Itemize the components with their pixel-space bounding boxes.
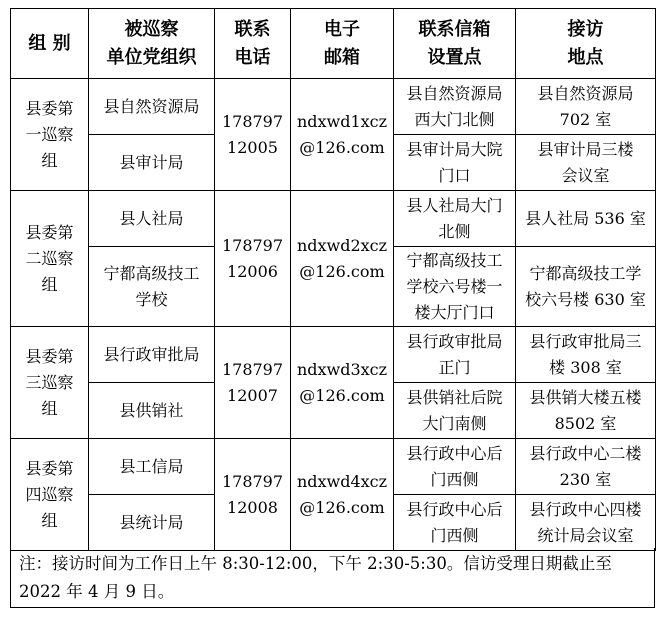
mailbox-cell: 县行政审批局 正门 (394, 327, 516, 383)
visit-cell: 县行政审批局三 楼 308 室 (516, 327, 656, 383)
visit-cell: 县自然资源局 702 室 (516, 79, 656, 135)
unit-cell: 县审计局 (89, 135, 215, 191)
mailbox-cell: 县行政中心后 门西侧 (394, 439, 516, 495)
visit-cell: 县审计局三楼 会议室 (516, 135, 656, 191)
unit-cell: 县统计局 (89, 495, 215, 551)
header-mailbox: 联系信箱 设置点 (394, 9, 516, 79)
unit-cell: 县工信局 (89, 439, 215, 495)
email-cell: ndxwd1xcz @126.com (291, 79, 394, 191)
group-name-3: 县委第 三巡察 组 (11, 327, 89, 439)
mailbox-cell: 县行政中心后 门西侧 (394, 495, 516, 551)
table-row (11, 79, 656, 135)
email-cell: ndxwd4xcz @126.com (291, 439, 394, 551)
visit-cell: 宁都高级技工学 校六号楼 630 室 (516, 247, 656, 327)
group-name-1: 县委第 一巡察 组 (11, 79, 89, 191)
email-cell: ndxwd2xcz @126.com (291, 191, 394, 327)
visit-cell: 县人社局 536 室 (516, 191, 656, 247)
phone-cell: 178797 12006 (215, 191, 291, 327)
phone-cell: 178797 12005 (215, 79, 291, 191)
header-visit: 接访 地点 (516, 9, 656, 79)
mailbox-cell: 县供销社后院 大门南侧 (394, 383, 516, 439)
mailbox-cell: 宁都高级技工 学校六号楼一 楼大厅门口 (394, 247, 516, 327)
unit-cell: 县供销社 (89, 383, 215, 439)
unit-cell: 宁都高级技工 学校 (89, 247, 215, 327)
email-cell: ndxwd3xcz @126.com (291, 327, 394, 439)
header-phone: 联系 电话 (215, 9, 291, 79)
mailbox-cell: 县人社局大门 北侧 (394, 191, 516, 247)
phone-cell: 178797 12007 (215, 327, 291, 439)
mailbox-cell: 县自然资源局 西大门北侧 (394, 79, 516, 135)
table-row (11, 327, 656, 383)
header-row (11, 9, 656, 79)
unit-cell: 县自然资源局 (89, 79, 215, 135)
table-row (11, 191, 656, 247)
unit-cell: 县人社局 (89, 191, 215, 247)
footnote: 注：接访时间为工作日上午 8:30-12:00，下午 2:30-5:30。信访受理日期截止至 2022 年 4 月 9 日。 (10, 548, 655, 608)
group-name-2: 县委第 二巡察 组 (11, 191, 89, 327)
mailbox-cell: 县审计局大院 门口 (394, 135, 516, 191)
phone-cell: 178797 12008 (215, 439, 291, 551)
group-name-4: 县委第 四巡察 组 (11, 439, 89, 551)
visit-cell: 县行政中心四楼 统计局会议室 (516, 495, 656, 551)
inspection-table (10, 8, 656, 551)
header-email: 电子 邮箱 (291, 9, 394, 79)
visit-cell: 县行政中心二楼 230 室 (516, 439, 656, 495)
table-row (11, 439, 656, 495)
header-group: 组 别 (11, 9, 89, 79)
unit-cell: 县行政审批局 (89, 327, 215, 383)
visit-cell: 县供销大楼五楼 8502 室 (516, 383, 656, 439)
header-unit: 被巡察 单位党组织 (89, 9, 215, 79)
